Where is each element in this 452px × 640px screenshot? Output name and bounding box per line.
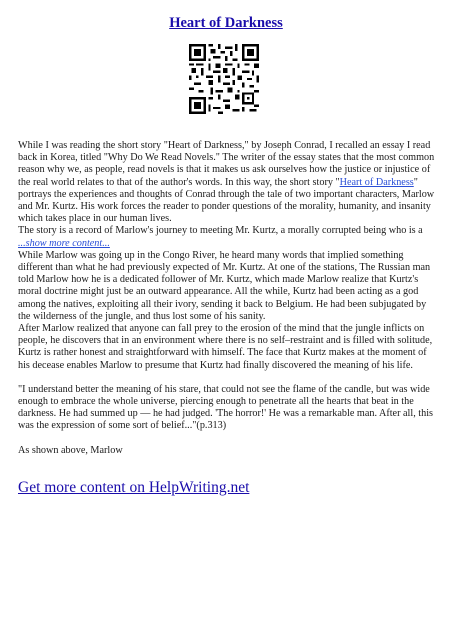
paragraph-story-record: The story is a record of Marlow's journey to meeting Mr. Kurtz, a morally corrupted being who is a bbox=[18, 225, 423, 237]
paragraph-congo: While Marlow was going up in the Congo River, he heard many words that implied something different than what he had previously expected of Mr. Kurtz. At one of the stations, The Russian man told Marlow how he is a dedicated follower of Mr. Kurtz, which made Marlow realize that Kurtz's moral doctrine might just be an outward appearance. All the while, Kurtz had been acting as a god among the natives, exploiting all their ivory, sending it back to Belgium. He had been subjugated by the wilderness of the jungle, and thus lost some of his sanity. bbox=[18, 249, 431, 322]
document-title[interactable]: Heart of Darkness bbox=[169, 15, 283, 31]
qr-code bbox=[189, 44, 259, 114]
show-more-link[interactable]: ...show more content... bbox=[18, 237, 110, 249]
heart-of-darkness-link[interactable]: Heart of Darkness bbox=[339, 176, 414, 188]
paragraph-intro: While I was reading the short story "Heart of Darkness," by Joseph Conrad, I recalled an essay I read back in Korea, titled "Why Do We Read Novels." The writer of the essay states that the most common reason why we, as people, read novels is that it makes us ask ourselves how the justice or injustice of the real world relates to that of the author's words. In this way, the short story "Heart of Darkness" portrays the experiences and thoughts of Conrad through the tale of two important characters, Marlow and Mr. Kurtz. His work forces the reader to ponder questions of the morality, humanity, and insanity which takes place in our human lives. bbox=[18, 140, 435, 225]
paragraph-quote: "I understand better the meaning of his stare, that could not see the flame of the candle, but was wide enough to embrace the whole universe, piercing enough to penetrate all the hearts that beat in the darkness. He had summed up — he had judged. 'The horror!' He was a remarkable man. After all, this was the expression of some sort of belief..."(p.313) bbox=[18, 383, 434, 432]
essay-body bbox=[18, 140, 436, 457]
paragraph-after-marlow: After Marlow realized that anyone can fall prey to the erosion of the mind that the jungle inflicts on people, he discovers that in an environment where there is no self–restraint and is filled with solitude, Kurtz is rather honest and straightforward with himself. The face that Kurtz makes at the moment of his decease enables Marlow to presume that Kurtz had finally discovered the meaning of his life. bbox=[18, 323, 433, 371]
paragraph-conclusion: As shown above, Marlow bbox=[18, 444, 123, 456]
get-more-content-link[interactable]: Get more content on HelpWriting.net bbox=[18, 479, 250, 496]
